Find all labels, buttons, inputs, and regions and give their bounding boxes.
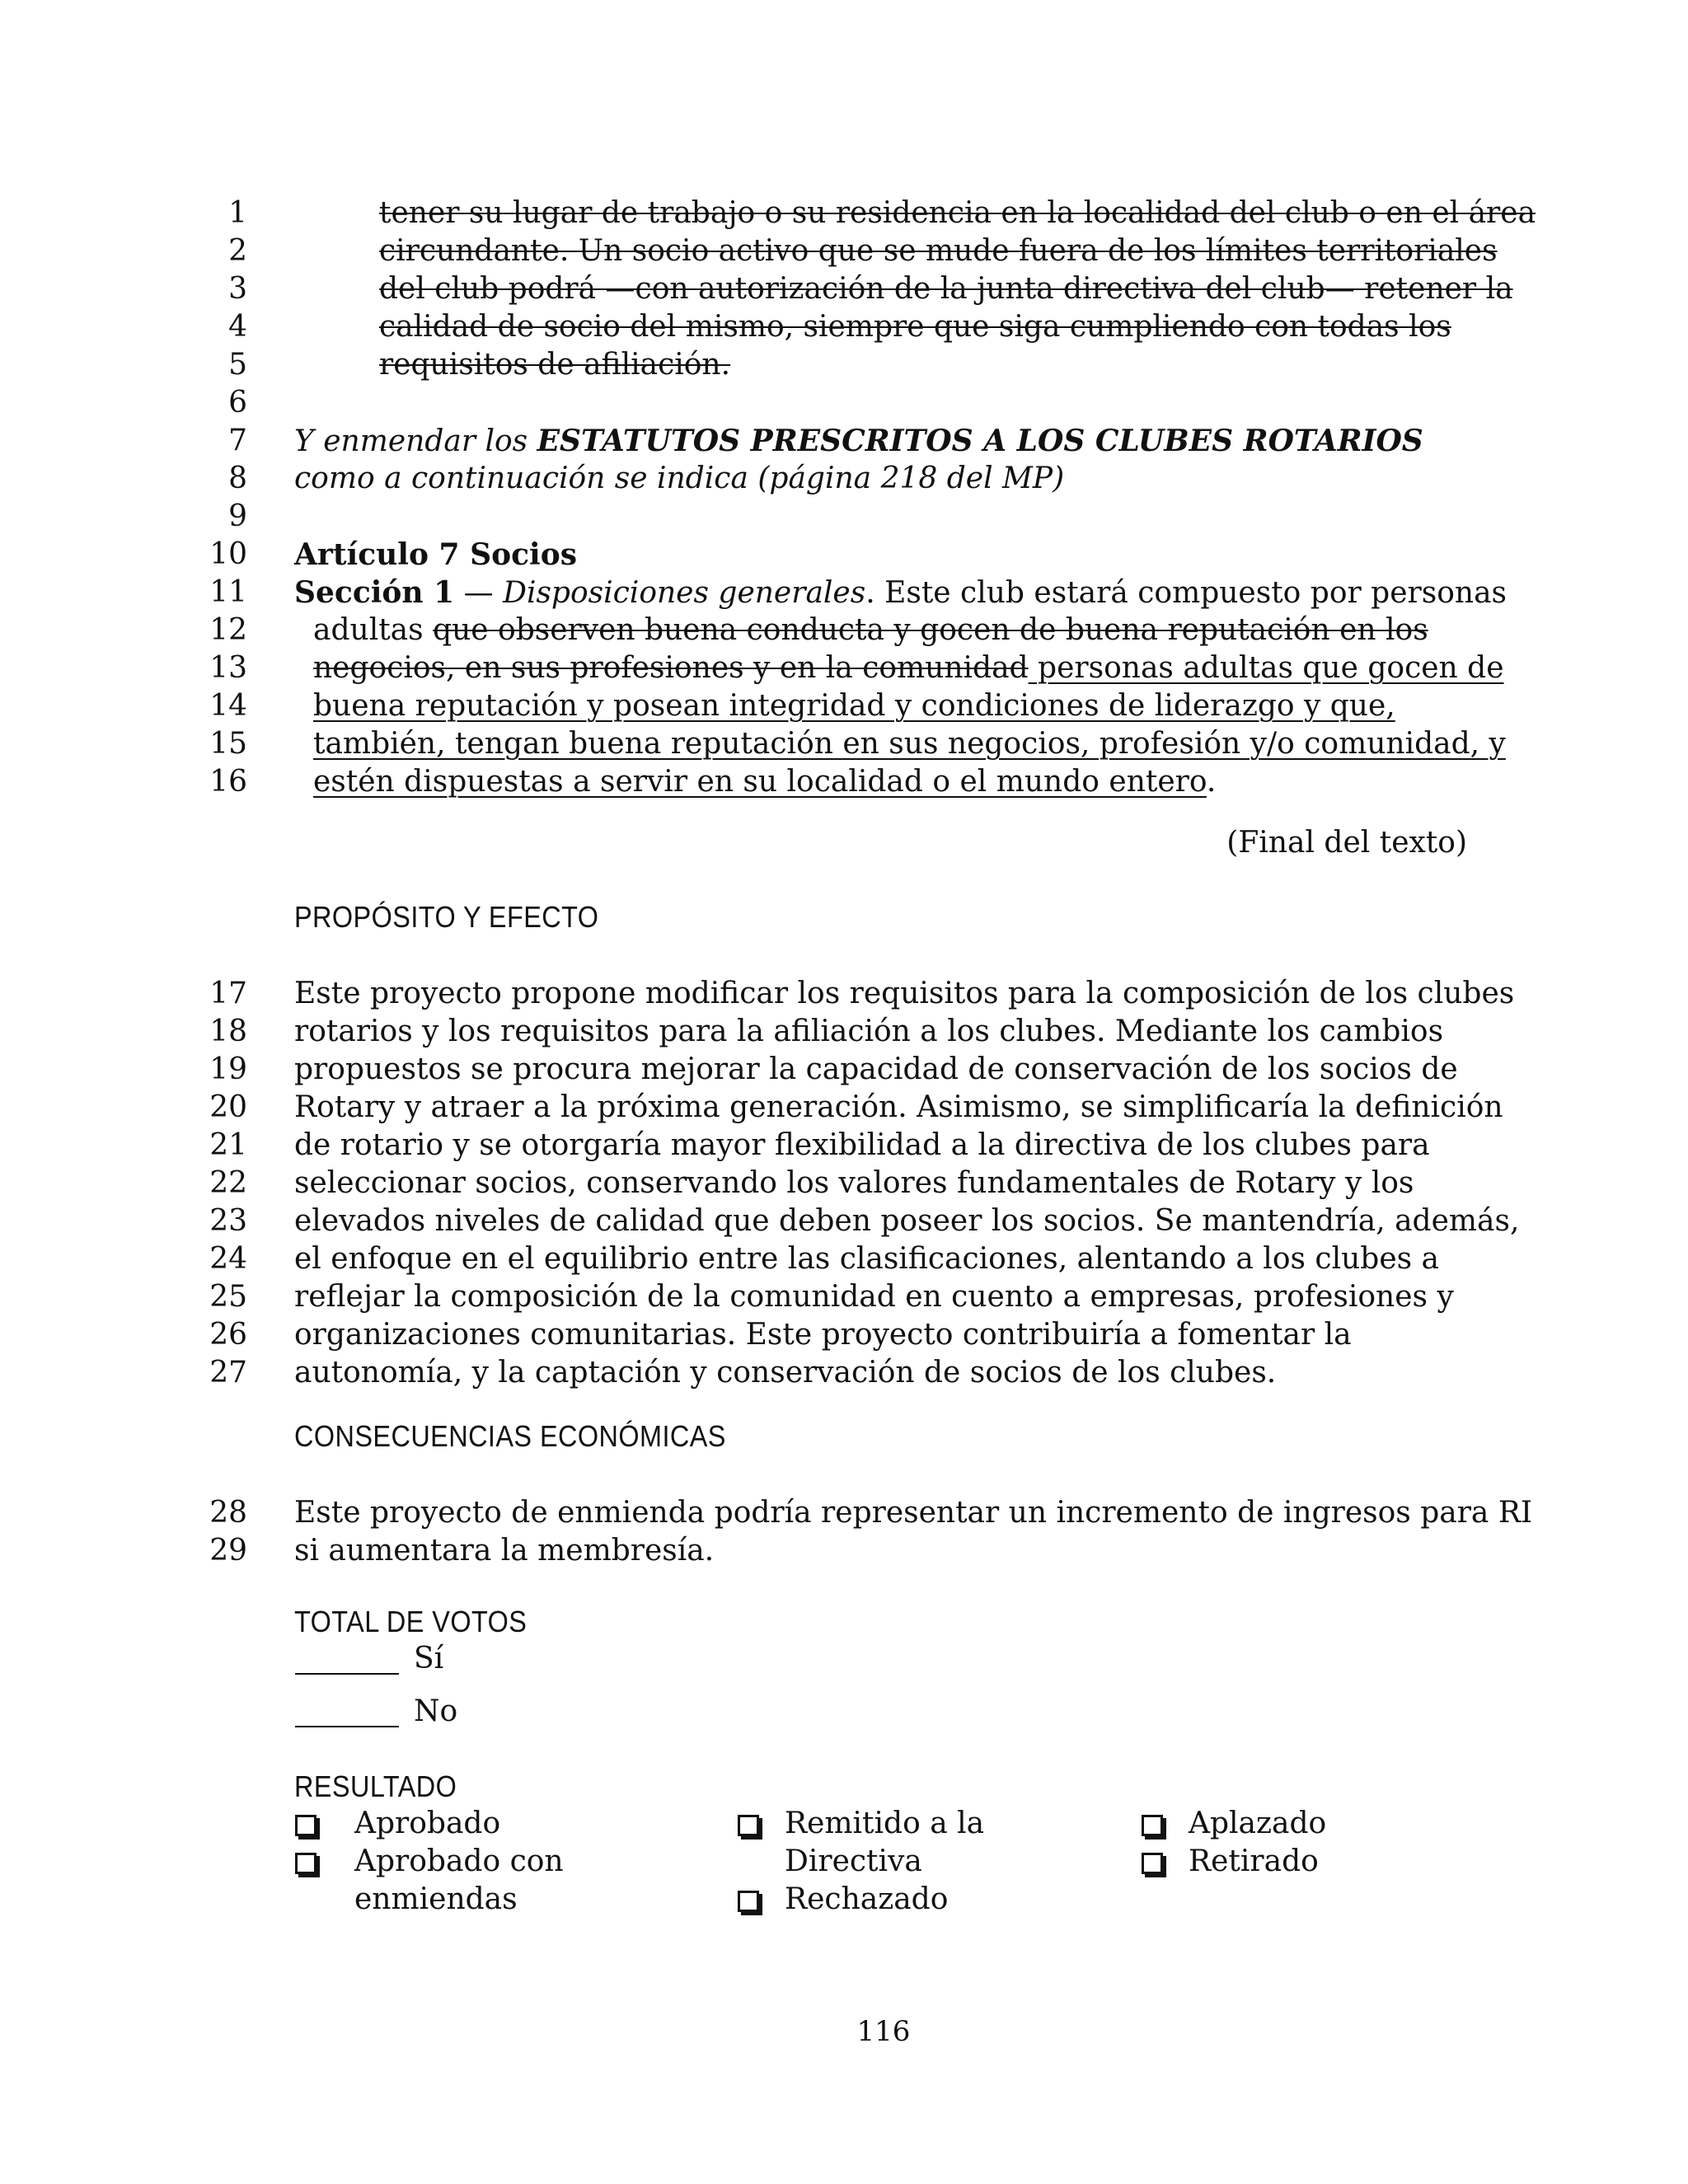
referred-label-2: Directiva: [785, 1844, 922, 1878]
line-number: 16: [209, 765, 247, 799]
line-text: Rotary y atraer a la próxima generación. Asimismo, se simplificaría la definición: [294, 1090, 1503, 1124]
numbered-line: [0, 536, 1688, 574]
approved-with-amendments-checkbox[interactable]: [295, 1853, 316, 1874]
text-segment: Disposiciones generales: [503, 576, 866, 610]
numbered-line: [0, 384, 1688, 422]
numbered-line: [0, 346, 1688, 384]
numbered-line: [0, 1316, 1688, 1354]
text-segment: Artículo 7 Socios: [294, 537, 577, 572]
approved-with-amendments-label-1: Aprobado con: [354, 1844, 564, 1878]
text-segment: ESTATUTOS PRESCRITOS A LOS CLUBES ROTARIOS: [537, 424, 1423, 458]
line-number: 19: [209, 1052, 247, 1086]
line-number: 18: [209, 1015, 247, 1048]
text-segment: .: [1206, 765, 1217, 799]
rejected-label: Rechazado: [785, 1882, 949, 1916]
numbered-line: [0, 975, 1688, 1013]
end-of-text-line: [0, 824, 1688, 862]
line-text: [379, 308, 1451, 346]
text-segment: circundante. Un socio activo que se mude fuera de los límites territoriales: [379, 234, 1498, 268]
line-text: [313, 612, 1428, 649]
line-text: [379, 270, 1513, 308]
text-segment: tener su lugar de trabajo o su residencia en la localidad del club o en el área: [379, 196, 1536, 230]
line-text: [294, 574, 1507, 612]
line-text: el enfoque en el equilibrio entre las clasificaciones, alentando a los clubes a: [294, 1242, 1440, 1276]
numbered-line: [0, 270, 1688, 308]
line-text: [313, 649, 1504, 687]
line-number: 21: [209, 1128, 247, 1162]
purpose-heading: PROPÓSITO Y EFECTO: [294, 900, 599, 934]
numbered-line: [0, 308, 1688, 346]
votes-heading: TOTAL DE VOTOS: [294, 1605, 528, 1638]
page-number: 116: [856, 2015, 911, 2048]
line-number: 5: [228, 348, 247, 382]
line-number: 27: [209, 1356, 247, 1390]
line-number: 15: [209, 727, 247, 761]
line-text: de rotario y se otorgaría mayor flexibilidad a la directiva de los clubes para: [294, 1128, 1430, 1162]
line-text: si aumentara la membresía.: [294, 1534, 715, 1568]
rejected-checkbox[interactable]: [738, 1891, 759, 1912]
text-segment: que observen buena conducta y gocen de buena reputación en los: [433, 613, 1428, 647]
line-number: 29: [209, 1534, 247, 1568]
line-text: [294, 422, 1423, 461]
text-segment: buena reputación y posean integridad y condiciones de liderazgo y que,: [313, 689, 1395, 723]
line-number: 10: [209, 537, 247, 571]
line-number: 7: [228, 424, 247, 457]
text-segment: adultas: [313, 613, 434, 647]
text-segment: Y enmendar los: [294, 424, 537, 458]
line-text: rotarios y los requisitos para la afiliación a los clubes. Mediante los cambios: [294, 1015, 1444, 1048]
text-segment: como a continuación se indica (página 218 del MP): [294, 462, 1065, 495]
line-text: [313, 725, 1506, 763]
line-number: 20: [209, 1090, 247, 1124]
numbered-line: [0, 1051, 1688, 1089]
text-segment: Sección 1: [294, 575, 455, 610]
line-number: 24: [209, 1242, 247, 1276]
line-text: Este proyecto propone modificar los requisitos para la composición de los clubes: [294, 977, 1515, 1010]
end-of-text: (Final del texto): [1226, 826, 1467, 860]
numbered-line: [0, 1240, 1688, 1278]
withdrawn-checkbox[interactable]: [1142, 1853, 1163, 1874]
line-text: [313, 687, 1395, 725]
line-number: 11: [209, 575, 247, 609]
line-number: 25: [209, 1280, 247, 1314]
line-number: 6: [228, 386, 247, 419]
numbered-line: [0, 763, 1688, 801]
line-number: 26: [209, 1318, 247, 1352]
line-number: 3: [228, 272, 247, 306]
line-number: 12: [209, 613, 247, 647]
postponed-label: Aplazado: [1189, 1807, 1327, 1840]
text-segment: negocios, en sus profesiones y en la comunidad: [313, 651, 1029, 685]
line-number: 2: [228, 234, 247, 268]
text-segment: . Este club estará compuesto por personas: [865, 576, 1507, 610]
line-text: elevados niveles de calidad que deben poseer los socios. Se mantendría, además,: [294, 1204, 1520, 1238]
referred-checkbox[interactable]: [738, 1815, 759, 1836]
numbered-line: [0, 1278, 1688, 1316]
numbered-line: [0, 194, 1688, 232]
text-segment: requisitos de afiliación.: [379, 348, 731, 382]
line-text: [379, 346, 730, 384]
numbered-line: [0, 1532, 1688, 1570]
line-text: autonomía, y la captación y conservación de socios de los clubes.: [294, 1356, 1277, 1390]
line-text: propuestos se procura mejorar la capacidad de conservación de los socios de: [294, 1052, 1458, 1086]
numbered-line: [0, 725, 1688, 763]
line-number: 4: [228, 310, 247, 344]
numbered-line: [0, 1013, 1688, 1051]
result-heading: RESULTADO: [294, 1769, 457, 1803]
numbered-line: [0, 649, 1688, 687]
line-text: reflejar la composición de la comunidad en cuento a empresas, profesiones y: [294, 1280, 1454, 1314]
line-text: organizaciones comunitarias. Este proyecto contribuiría a fomentar la: [294, 1318, 1352, 1352]
numbered-line: [0, 460, 1688, 498]
line-number: 13: [209, 651, 247, 685]
line-text: [379, 232, 1498, 270]
economic-heading: CONSECUENCIAS ECONÓMICAS: [294, 1419, 726, 1453]
numbered-line: [0, 687, 1688, 725]
text-segment: del club podrá —con autorización de la junta directiva del club— retener la: [379, 272, 1513, 306]
no-vote-blank[interactable]: [295, 1694, 399, 1727]
line-text: Este proyecto de enmienda podría representar un incremento de ingresos para RI: [294, 1496, 1533, 1530]
line-text: [379, 194, 1536, 232]
line-number: 8: [228, 462, 247, 495]
yes-label: Sí: [414, 1642, 444, 1675]
numbered-line: [0, 1127, 1688, 1165]
referred-label-1: Remitido a la: [785, 1807, 985, 1840]
line-text: [294, 460, 1064, 498]
approved-checkbox[interactable]: [295, 1815, 316, 1836]
line-number: 14: [209, 689, 247, 723]
line-number: 17: [209, 977, 247, 1010]
numbered-line: [0, 422, 1688, 460]
numbered-line: [0, 1202, 1688, 1240]
numbered-line: [0, 232, 1688, 270]
numbered-line: [0, 1494, 1688, 1532]
text-segment: también, tengan buena reputación en sus negocios, profesión y/o comunidad, y: [313, 727, 1506, 761]
numbered-line: [0, 1165, 1688, 1202]
line-text: [294, 536, 577, 574]
line-number: 23: [209, 1204, 247, 1238]
text-segment: estén dispuestas a servir en su localidad o el mundo entero: [313, 765, 1207, 799]
line-text: [313, 763, 1216, 801]
numbered-line: [0, 574, 1688, 612]
text-segment: personas adultas que gocen de: [1028, 651, 1504, 685]
withdrawn-label: Retirado: [1189, 1844, 1319, 1878]
text-segment: calidad de socio del mismo, siempre que siga cumpliendo con todas los: [379, 310, 1451, 344]
line-number: 22: [209, 1166, 247, 1200]
postponed-checkbox[interactable]: [1142, 1815, 1163, 1836]
numbered-line: [0, 1354, 1688, 1392]
no-label: No: [414, 1694, 458, 1728]
approved-with-amendments-label-2: enmiendas: [354, 1882, 518, 1916]
line-number: 28: [209, 1496, 247, 1530]
line-number: 1: [228, 196, 247, 230]
yes-vote-blank[interactable]: [295, 1642, 399, 1675]
line-number: 9: [228, 499, 247, 533]
numbered-line: [0, 612, 1688, 649]
approved-label: Aprobado: [354, 1807, 501, 1840]
numbered-line: [0, 1089, 1688, 1127]
line-text: seleccionar socios, conservando los valores fundamentales de Rotary y los: [294, 1166, 1414, 1200]
text-segment: —: [454, 576, 504, 610]
numbered-line: [0, 498, 1688, 536]
